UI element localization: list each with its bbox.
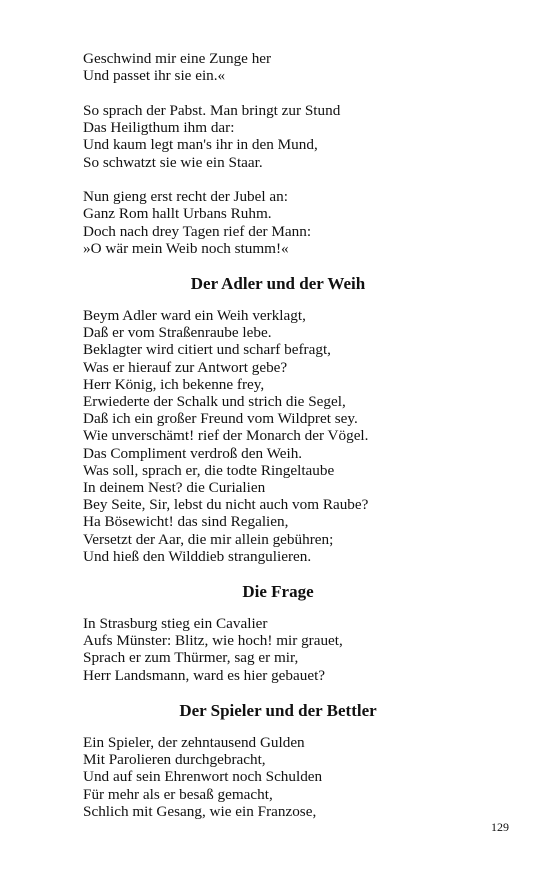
verse-line: Und hieß den Wilddieb strangulieren. (83, 547, 312, 565)
verse-line: »O wär mein Weib noch stumm!« (83, 239, 289, 257)
verse-line: Was er hierauf zur Antwort gebe? (83, 358, 288, 376)
verse-line: Wie unverschämt! rief der Monarch der Vögel. (83, 427, 369, 445)
verse-line: Was soll, sprach er, die todte Ringeltaube (83, 461, 335, 479)
verse-line: Herr König, ich bekenne frey, (83, 375, 265, 393)
text-column (83, 50, 503, 820)
verse-line: So schwatzt sie wie ein Staar. (83, 153, 263, 171)
poem-title: Die Frage (242, 582, 314, 602)
stanza (83, 102, 503, 171)
verse-line: In deinem Nest? die Curialien (83, 479, 266, 497)
stanza (83, 50, 503, 84)
verse-line: Doch nach drey Tagen rief der Mann: (83, 222, 312, 240)
verse-line: Bey Seite, Sir, lebst du nicht auch vom Raube? (83, 496, 369, 514)
verse-line: Das Heiligthum ihm dar: (83, 119, 235, 137)
verse-line: In Strasburg stieg ein Cavalier (83, 615, 268, 633)
verse-line: So sprach der Pabst. Man bringt zur Stund (83, 101, 341, 119)
verse-line: Und passet ihr sie ein.« (83, 67, 226, 85)
verse-line: Daß er vom Straßenraube lebe. (83, 324, 272, 342)
stanza-gap (83, 84, 503, 102)
poem-title: Der Adler und der Weih (190, 274, 366, 294)
verse-line: Daß ich ein großer Freund vom Wildpret sey. (83, 410, 358, 428)
verse-line: Beym Adler ward ein Weih verklagt, (83, 307, 306, 325)
verse-line: Und kaum legt man's ihr in den Mund, (83, 136, 318, 154)
verse-line: Aufs Münster: Blitz, wie hoch! mir grauet, (83, 632, 343, 650)
page-number: 129 (491, 820, 509, 834)
verse-line: Geschwind mir eine Zunge her (83, 50, 272, 67)
verse-line: Erwiederte der Schalk und strich die Segel, (83, 393, 346, 411)
verse-line: Herr Landsmann, ward es hier gebauet? (83, 666, 326, 684)
verse-line: Nun gieng erst recht der Jubel an: (83, 188, 288, 206)
verse-line: Ganz Rom hallt Urbans Ruhm. (83, 205, 272, 223)
poem-body (83, 307, 503, 565)
verse-line: Sprach er zum Thürmer, sag er mir, (83, 649, 299, 667)
verse-line: Das Compliment verdroß den Weih. (83, 444, 303, 462)
stanza (83, 188, 503, 257)
verse-line: Und auf sein Ehrenwort noch Schulden (83, 768, 323, 786)
stanza-gap (83, 171, 503, 189)
poem-body (83, 734, 503, 820)
verse-line: Beklagter wird citiert und scharf befragt, (83, 341, 331, 359)
poem-title: Der Spieler und der Bettler (179, 700, 377, 720)
verse-line: Für mehr als er besaß gemacht, (83, 785, 273, 803)
verse-line: Schlich mit Gesang, wie ein Franzose, (83, 802, 317, 820)
verse-line: Ein Spieler, der zehntausend Gulden (83, 733, 305, 751)
verse-line: Versetzt der Aar, die mir allein gebühren; (83, 530, 334, 548)
poem-body (83, 615, 503, 684)
verse-line: Ha Bösewicht! das sind Regalien, (83, 513, 289, 531)
verse-line: Mit Parolieren durchgebracht, (83, 751, 266, 769)
